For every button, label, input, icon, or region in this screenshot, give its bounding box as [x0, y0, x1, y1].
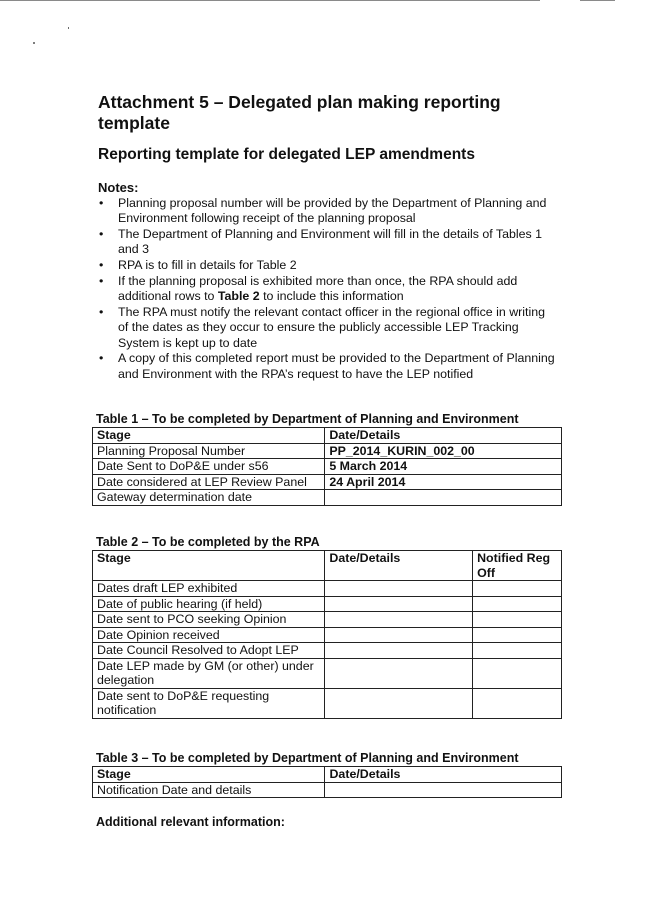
- bullet-icon: •: [99, 273, 104, 288]
- table-row: [93, 688, 562, 718]
- note-item: [98, 258, 558, 273]
- additional-info-heading: Additional relevant information:: [96, 815, 285, 829]
- note-item: [98, 305, 558, 351]
- stage-cell: Date Sent to DoP&E under s56: [93, 459, 325, 475]
- notified-cell: [473, 596, 562, 612]
- table-row: [93, 627, 562, 643]
- notified-cell: [473, 658, 562, 688]
- table-header-cell: Date/Details: [325, 551, 473, 581]
- table-header-row: [93, 428, 562, 444]
- details-cell: [325, 581, 473, 597]
- note-text: If the planning proposal is exhibited more than once, the RPA should add additional rows to: [118, 273, 518, 304]
- note-text-bold: Table 2: [217, 289, 260, 304]
- table-row: [93, 612, 562, 628]
- notified-cell: [473, 688, 562, 718]
- scan-speck: [68, 27, 69, 29]
- notified-cell: [473, 581, 562, 597]
- note-item: [98, 274, 558, 305]
- page-subtitle: Reporting template for delegated LEP amendments: [98, 146, 475, 163]
- table1-caption: Table 1 – To be completed by Department of Planning and Environment: [96, 412, 519, 426]
- table-header-row: [93, 767, 562, 783]
- bullet-icon: •: [99, 196, 104, 210]
- table-row: [93, 643, 562, 659]
- table-row: [93, 459, 562, 475]
- table-row: [93, 658, 562, 688]
- table-row: [93, 443, 562, 459]
- notes-list: [98, 196, 558, 383]
- details-cell: [325, 627, 473, 643]
- stage-cell: Date LEP made by GM (or other) under delegation: [93, 658, 325, 688]
- details-cell: 24 April 2014: [325, 474, 562, 490]
- note-text: RPA is to fill in details for Table 2: [118, 258, 297, 273]
- note-text: to include this information: [259, 289, 404, 304]
- table1: [92, 427, 562, 506]
- notified-cell: [473, 627, 562, 643]
- stage-cell: Date considered at LEP Review Panel: [93, 474, 325, 490]
- note-text: The RPA must notify the relevant contact officer in the regional office in writing of the dates as they occur to ensure the publicly accessible LEP Tracking System is kept up to date: [118, 305, 546, 350]
- stage-cell: Dates draft LEP exhibited: [93, 581, 325, 597]
- stage-cell: Planning Proposal Number: [93, 443, 325, 459]
- scan-speck: [33, 42, 35, 44]
- table2-caption: Table 2 – To be completed by the RPA: [96, 535, 320, 549]
- bullet-icon: •: [99, 227, 104, 242]
- stage-cell: Date Council Resolved to Adopt LEP: [93, 643, 325, 659]
- stage-cell: Notification Date and details: [93, 782, 325, 798]
- note-item: [98, 196, 558, 227]
- table-row: [93, 474, 562, 490]
- bullet-icon: •: [99, 305, 104, 320]
- note-text: Planning proposal number will be provided by the Department of Planning and Environment following receipt of the planning proposal: [118, 196, 547, 226]
- table-header-cell: Date/Details: [325, 767, 562, 783]
- table-row: [93, 782, 562, 798]
- stage-cell: Date of public hearing (if held): [93, 596, 325, 612]
- table-header-cell: Stage: [93, 551, 325, 581]
- note-item: [98, 351, 558, 382]
- table-header-cell: Date/Details: [325, 428, 562, 444]
- note-item: [98, 227, 558, 258]
- details-cell: [325, 643, 473, 659]
- notified-cell: [473, 612, 562, 628]
- details-cell: [325, 612, 473, 628]
- details-cell: [325, 688, 473, 718]
- attachment-title: Attachment 5 – Delegated plan making reporting template: [98, 92, 501, 133]
- details-cell: PP_2014_KURIN_002_00: [325, 443, 562, 459]
- table3-caption: Table 3 – To be completed by Department of Planning and Environment: [96, 751, 519, 765]
- details-cell: [325, 658, 473, 688]
- table-row: [93, 596, 562, 612]
- table2: [92, 550, 562, 719]
- table3: [92, 766, 562, 798]
- details-cell: [325, 490, 562, 506]
- stage-cell: Date sent to DoP&E requesting notification: [93, 688, 325, 718]
- stage-cell: Date Opinion received: [93, 627, 325, 643]
- bullet-icon: •: [99, 351, 104, 366]
- table-header-cell: Stage: [93, 767, 325, 783]
- bullet-icon: •: [99, 258, 104, 273]
- details-cell: 5 March 2014: [325, 459, 562, 475]
- stage-cell: Gateway determination date: [93, 490, 325, 506]
- table-header-cell: Notified Reg Off: [473, 551, 562, 581]
- note-text: A copy of this completed report must be provided to the Department of Planning and Environment with the RPA’s request to have the LEP notified: [118, 351, 555, 381]
- notes-heading: Notes:: [98, 180, 139, 195]
- stage-cell: Date sent to PCO seeking Opinion: [93, 612, 325, 628]
- table-header-row: [93, 551, 562, 581]
- table-row: [93, 581, 562, 597]
- scan-top-border: [0, 0, 656, 1]
- note-text: The Department of Planning and Environment will fill in the details of Tables 1 and 3: [118, 227, 543, 257]
- details-cell: [325, 596, 473, 612]
- notified-cell: [473, 643, 562, 659]
- table-header-cell: Stage: [93, 428, 325, 444]
- table-row: [93, 490, 562, 506]
- details-cell: [325, 782, 562, 798]
